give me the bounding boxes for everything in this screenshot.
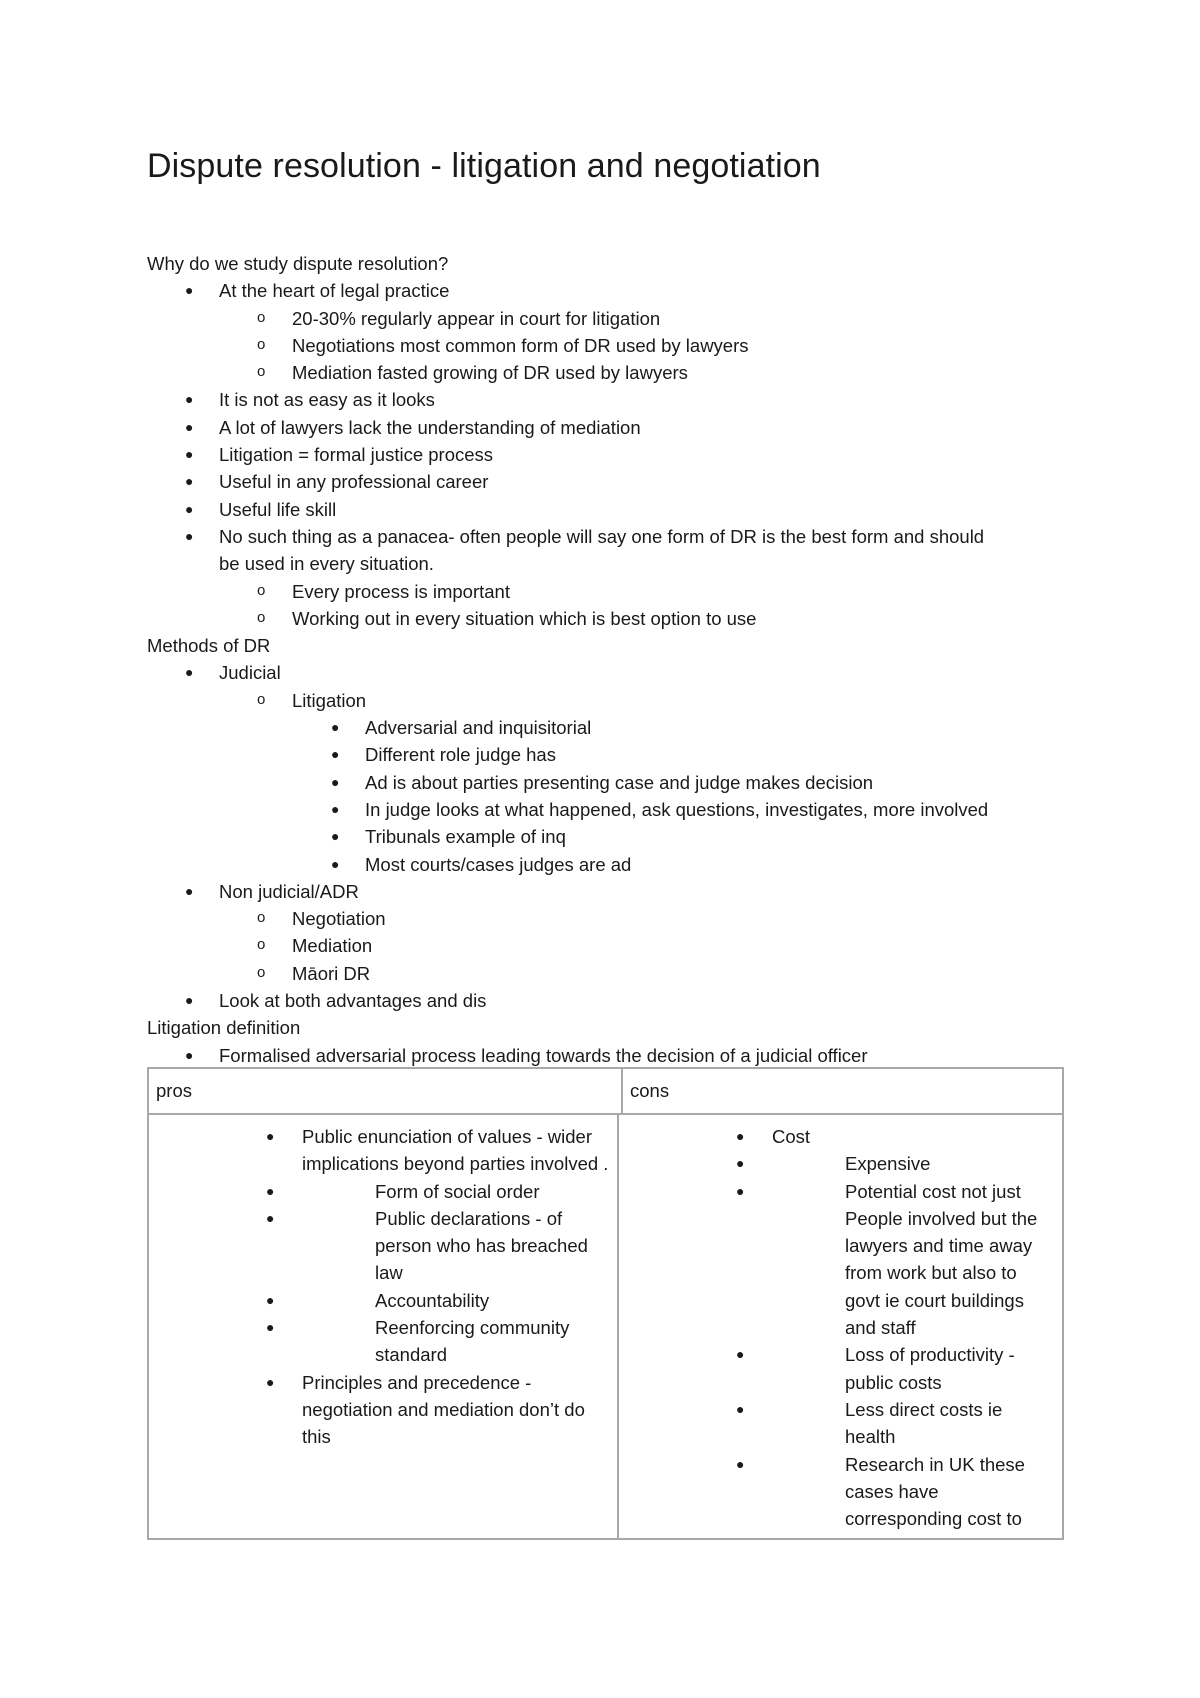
list-item-text: At the heart of legal practice bbox=[219, 280, 450, 302]
list-item-text: Potential cost not just People involved but the lawyers and time away from work but also to govt ie court buildings and staff bbox=[845, 1180, 1038, 1339]
list-item-text: Most courts/cases judges are ad bbox=[365, 853, 632, 875]
list-item-text: 20-30% regularly appear in court for litigation bbox=[292, 307, 661, 329]
sub-bullet-list bbox=[266, 1178, 610, 1369]
list-item bbox=[147, 605, 1067, 632]
bullet-icon: ● bbox=[185, 664, 194, 681]
bullet-list bbox=[626, 1123, 1062, 1532]
bullet-icon: ● bbox=[266, 1373, 275, 1390]
bullet-icon: ● bbox=[736, 1455, 745, 1472]
list-item-text: Public enunciation of values - wider implications beyond parties involved . bbox=[302, 1126, 609, 1175]
sub-bullet-list bbox=[736, 1150, 1062, 1532]
list-item-text: Māori DR bbox=[292, 962, 371, 984]
list-item-text: Useful life skill bbox=[219, 498, 337, 520]
list-item-text: Tribunals example of inq bbox=[365, 826, 566, 848]
document-title: Dispute resolution - litigation and negotiation bbox=[147, 147, 821, 185]
bullet-icon: ● bbox=[185, 882, 194, 899]
list-item bbox=[147, 550, 1067, 577]
list-item bbox=[266, 1178, 610, 1205]
list-item bbox=[147, 932, 1067, 959]
list-item bbox=[147, 250, 1067, 277]
bullet-icon: ● bbox=[185, 391, 194, 408]
bullet-icon: ● bbox=[736, 1346, 745, 1363]
list-item bbox=[147, 987, 1067, 1014]
table-header-cons: cons bbox=[630, 1080, 670, 1101]
list-item bbox=[147, 741, 1067, 768]
bullet-icon: ● bbox=[185, 527, 194, 544]
bullet-icon: ● bbox=[185, 992, 194, 1009]
list-item-text: Working out in every situation which is best option to use bbox=[292, 607, 757, 629]
list-item-text: Mediation bbox=[292, 935, 373, 957]
list-item bbox=[147, 878, 1067, 905]
list-item bbox=[736, 1150, 1062, 1177]
bullet-icon: ● bbox=[331, 828, 340, 845]
table-header-pros: pros bbox=[149, 1069, 623, 1113]
list-item bbox=[736, 1451, 1062, 1533]
hollow-bullet-icon: o bbox=[257, 963, 266, 981]
list-item-text: Less direct costs ie health bbox=[845, 1398, 1003, 1448]
list-item bbox=[147, 823, 1067, 850]
bullet-icon: ● bbox=[736, 1155, 745, 1172]
list-item bbox=[266, 1287, 610, 1314]
bullet-icon: ● bbox=[185, 446, 194, 463]
bullet-icon: ● bbox=[736, 1128, 745, 1144]
list-item bbox=[736, 1396, 1062, 1451]
list-item bbox=[147, 468, 1067, 495]
list-item-text: Mediation fasted growing of DR used by lawyers bbox=[292, 362, 688, 384]
list-item bbox=[147, 960, 1067, 987]
list-item-text: Reenforcing community standard bbox=[375, 1317, 570, 1366]
bullet-icon: ● bbox=[736, 1182, 745, 1199]
list-item-text: Negotiation bbox=[292, 908, 386, 930]
hollow-bullet-icon: o bbox=[257, 335, 266, 353]
bullet-icon: ● bbox=[331, 800, 340, 817]
list-item bbox=[156, 1369, 610, 1451]
hollow-bullet-icon: o bbox=[257, 308, 266, 326]
bullet-icon: ● bbox=[331, 855, 340, 872]
list-item bbox=[626, 1123, 1062, 1532]
hollow-bullet-icon: o bbox=[257, 690, 266, 708]
bullet-list bbox=[156, 1123, 610, 1451]
list-item-text: Formalised adversarial process leading towards the decision of a judicial officer bbox=[219, 1044, 868, 1066]
list-item bbox=[147, 386, 1067, 413]
list-item bbox=[147, 332, 1067, 359]
list-item-text: Non judicial/ADR bbox=[219, 880, 359, 902]
document-body bbox=[147, 250, 1067, 1069]
list-item bbox=[147, 305, 1067, 332]
list-item-text: A lot of lawyers lack the understanding of mediation bbox=[219, 416, 641, 438]
bullet-icon: ● bbox=[266, 1182, 275, 1199]
list-item bbox=[266, 1205, 610, 1287]
list-item bbox=[147, 632, 1067, 659]
list-item bbox=[147, 578, 1067, 605]
list-item-text: Ad is about parties presenting case and judge makes decision bbox=[365, 771, 874, 793]
list-item-text: Judicial bbox=[219, 662, 281, 684]
list-item-text: Litigation bbox=[292, 689, 367, 711]
bullet-icon: ● bbox=[185, 500, 194, 517]
list-item-text: Loss of productivity - public costs bbox=[845, 1344, 1015, 1393]
list-item bbox=[147, 769, 1067, 796]
list-item bbox=[147, 659, 1067, 686]
list-item-text: Methods of DR bbox=[147, 635, 271, 657]
bullet-icon: ● bbox=[331, 719, 340, 736]
list-item bbox=[147, 687, 1067, 714]
list-item bbox=[147, 905, 1067, 932]
list-item-text: Research in UK these cases have corresponding cost to bbox=[845, 1453, 1025, 1530]
bullet-icon: ● bbox=[266, 1209, 275, 1226]
bullet-icon: ● bbox=[266, 1128, 275, 1144]
list-item bbox=[147, 1014, 1067, 1041]
list-item-text: Form of social order bbox=[375, 1180, 540, 1202]
list-item-text: Every process is important bbox=[292, 580, 510, 602]
bullet-icon: ● bbox=[185, 418, 194, 435]
list-item-text: Adversarial and inquisitorial bbox=[365, 717, 592, 739]
pros-cons-table bbox=[147, 1067, 1064, 1540]
list-item bbox=[147, 796, 1067, 823]
list-item bbox=[147, 523, 1067, 550]
bullet-icon: ● bbox=[185, 1046, 194, 1063]
list-item bbox=[736, 1341, 1062, 1396]
hollow-bullet-icon: o bbox=[257, 581, 266, 599]
list-item bbox=[147, 277, 1067, 304]
list-item bbox=[147, 714, 1067, 741]
list-item-text: be used in every situation. bbox=[219, 553, 434, 575]
list-item-text: Litigation definition bbox=[147, 1017, 301, 1039]
hollow-bullet-icon: o bbox=[257, 936, 266, 954]
list-item-text: Public declarations - of person who has breached law bbox=[375, 1207, 588, 1284]
bullet-icon: ● bbox=[331, 773, 340, 790]
list-item bbox=[147, 441, 1067, 468]
list-item-text: In judge looks at what happened, ask questions, investigates, more involved bbox=[365, 798, 989, 820]
list-item-text: Litigation = formal justice process bbox=[219, 444, 494, 466]
table-header-row bbox=[149, 1069, 1062, 1115]
bullet-icon: ● bbox=[266, 1291, 275, 1308]
list-item-text: Why do we study dispute resolution? bbox=[147, 253, 449, 274]
list-item bbox=[147, 359, 1067, 386]
table-row bbox=[149, 1115, 1062, 1538]
list-item-text: It is not as easy as it looks bbox=[219, 389, 435, 411]
list-item-text: Negotiations most common form of DR used by lawyers bbox=[292, 334, 749, 356]
hollow-bullet-icon: o bbox=[257, 608, 266, 626]
list-item-text: Accountability bbox=[375, 1289, 490, 1311]
list-item bbox=[156, 1123, 610, 1369]
cons-cell bbox=[619, 1115, 1069, 1538]
list-item-text: Look at both advantages and dis bbox=[219, 990, 487, 1012]
list-item bbox=[736, 1178, 1062, 1342]
bullet-icon: ● bbox=[185, 282, 194, 299]
bullet-icon: ● bbox=[736, 1400, 745, 1417]
list-item-text: No such thing as a panacea- often people will say one form of DR is the best form and should bbox=[219, 525, 985, 547]
list-item bbox=[147, 1042, 1067, 1069]
list-item bbox=[266, 1314, 610, 1369]
list-item-text: Cost bbox=[772, 1126, 811, 1147]
list-item bbox=[147, 851, 1067, 878]
list-item bbox=[147, 496, 1067, 523]
pros-cell bbox=[149, 1115, 619, 1538]
bullet-icon: ● bbox=[266, 1319, 275, 1336]
bullet-icon: ● bbox=[185, 473, 194, 490]
list-item-text: Expensive bbox=[845, 1153, 931, 1175]
hollow-bullet-icon: o bbox=[257, 909, 266, 927]
list-item-text: Different role judge has bbox=[365, 744, 556, 766]
list-item bbox=[147, 414, 1067, 441]
list-item-text: Principles and precedence - negotiation and mediation don’t do this bbox=[302, 1371, 585, 1448]
bullet-icon: ● bbox=[331, 746, 340, 763]
list-item-text: Useful in any professional career bbox=[219, 471, 489, 493]
hollow-bullet-icon: o bbox=[257, 363, 266, 381]
